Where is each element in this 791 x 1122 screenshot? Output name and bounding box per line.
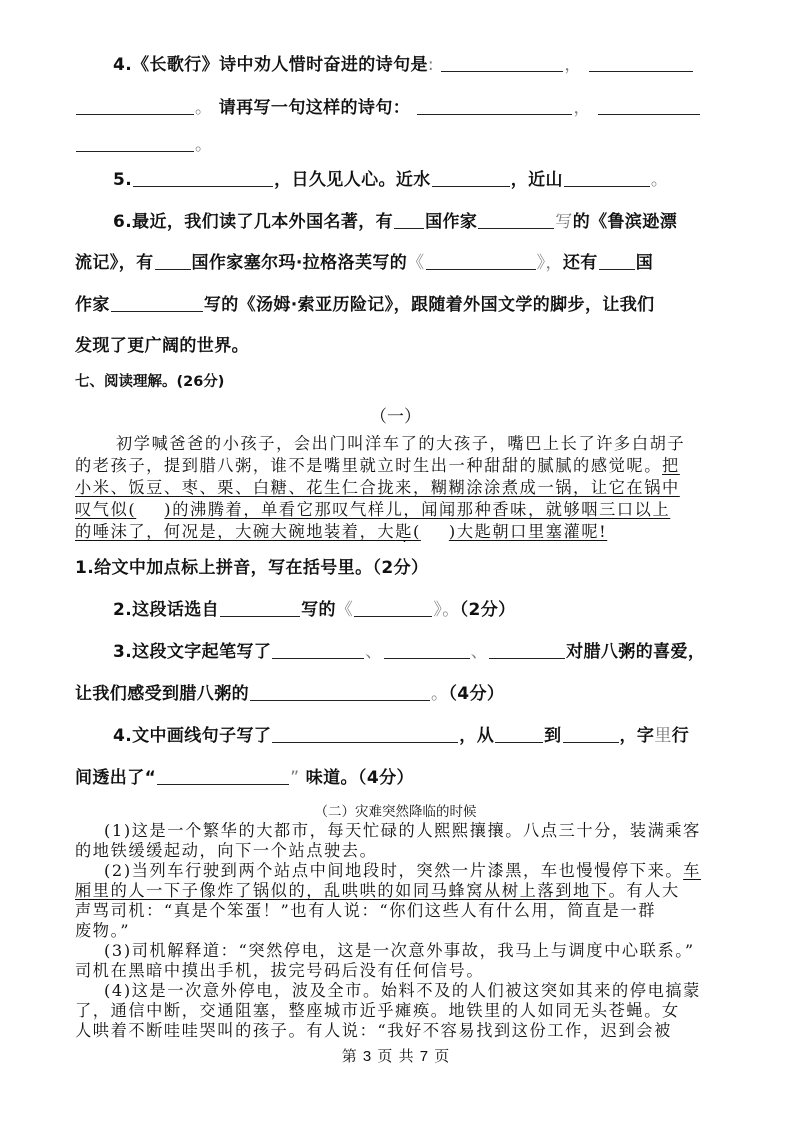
answer-blank[interactable] (495, 741, 543, 743)
question-5-text-2: ，近山 (510, 170, 563, 190)
question-text: 味道。（4分） (305, 768, 414, 788)
passage-text: ( (412, 522, 421, 541)
passage-text: 的唾沫了，何况是，大碗大碗地装着，大 (75, 522, 396, 541)
period: 。 (431, 684, 449, 704)
passage-line (75, 455, 680, 476)
answer-blank[interactable] (598, 113, 700, 115)
question-text: 让我们感受到腊八粥的 (75, 684, 249, 704)
pinyin-blank[interactable] (136, 499, 164, 520)
colon: : (427, 55, 435, 75)
passage-line: 初学喊爸爸的小孩子，会出门叫洋车了的大孩子，嘴巴上长了许多白胡子 (116, 434, 686, 453)
question-6-line1 (113, 207, 677, 232)
answer-blank[interactable] (76, 150, 194, 152)
underlined-text: 车 (683, 861, 701, 880)
answer-blank[interactable] (76, 113, 194, 115)
question-6-text: 流记》，有 (75, 253, 154, 273)
answer-blank[interactable] (155, 268, 191, 270)
answer-blank[interactable] (157, 783, 289, 785)
passage-line: 废物。” (75, 921, 131, 940)
passage-line: 司机在黑暗中摸出手机，拔完号码后没有任何信号。 (75, 961, 485, 980)
question-6-text: 国作家塞尔玛·拉格洛芙写的 (191, 253, 408, 273)
answer-blank[interactable] (478, 227, 554, 229)
passage-line: (3)司机解释道：“突然停电，这是一次意外事故，我马上与调度中心联系。” (104, 941, 695, 960)
answer-blank[interactable] (250, 699, 430, 701)
passage-line: 的地铁缓缓起动，向下一个站点驶去。 (75, 841, 378, 860)
comma: ， (573, 98, 591, 118)
question-6-text: 6.最近，我们读了几本外国名著，有 (113, 212, 394, 232)
question-text: ，从 (459, 726, 495, 746)
question-text: 4.文中画线句子写了 (113, 726, 272, 746)
score: （2分） (459, 600, 516, 620)
close-quote: ” (290, 768, 300, 788)
answer-blank[interactable] (426, 268, 536, 270)
answer-blank[interactable] (220, 615, 300, 617)
question-6-text: 还有 (562, 253, 598, 273)
period: 。 (650, 170, 669, 190)
underlined-line: 小米、饭豆、枣、栗、白糖、花生仁合拢来，糊糊涂涂煮成一锅，让它在锅中 (75, 478, 680, 497)
passage-text: )的沸腾着，单看它那叹气样儿，闻闻那种香味，就够咽三口以上 (164, 500, 671, 519)
score: （4分） (448, 684, 505, 704)
passage-line: 了，通信中断，交通阻塞，整座城市近乎瘫痪。地铁里的人如同无头苍蝇。女 (75, 1001, 680, 1020)
question-6-line3 (75, 290, 655, 315)
question-6-text: 发现了更广阔的世界。 (75, 336, 249, 356)
separator: 、 (470, 642, 489, 662)
question-4-line2 (75, 93, 701, 118)
answer-blank[interactable] (384, 657, 470, 659)
question-number: 5. (113, 170, 133, 190)
reading-question-4-line2 (75, 763, 414, 788)
passage-text: (2)当列车行驶到两个站点中间地段时，突然一片漆黑，车也慢慢停下来。 (104, 861, 684, 880)
question-5 (113, 165, 668, 190)
answer-blank[interactable] (272, 741, 458, 743)
question-6-text: 写的《汤姆·索亚历险记》，跟随着外国文学的脚步，让我们 (203, 295, 655, 315)
passage-text: 叹气似( (75, 500, 137, 519)
question-4-prompt-2: 请再写一句这样的诗句： (218, 98, 411, 118)
reading-question-1: 1.给文中加点标上拼音，写在括号里。（2分） (75, 558, 429, 578)
question-4-line1 (113, 50, 694, 75)
reading-question-4 (113, 721, 689, 746)
answer-blank[interactable] (394, 227, 424, 229)
question-text: 对腊八粥的喜爱， (566, 642, 706, 662)
passage-line: 声骂司机：“真是个笨蛋！”也有人说：“你们这些人有什么用，简直是一群 (75, 901, 657, 920)
passage-line: (4)这是一次意外停电，波及全市。始料不及的人们被这突如其来的停电搞蒙 (104, 981, 701, 1000)
answer-blank[interactable] (589, 70, 693, 72)
period: 。 (195, 98, 213, 118)
question-6-text: 国 (635, 253, 654, 273)
underlined-line (75, 521, 607, 542)
answer-blank[interactable] (563, 741, 619, 743)
question-5-text: ，日久见人心。近水 (274, 170, 431, 190)
reading-question-3 (113, 637, 705, 662)
question-6-text: 的《鲁滨逊漂 (572, 212, 678, 232)
question-6-text: 作家 (75, 295, 110, 315)
question-6-text: 国作家 (425, 212, 478, 232)
separator: 、 (365, 642, 383, 662)
book-title-close: 》， (536, 253, 563, 273)
question-text: 间透出了“ (75, 768, 157, 788)
answer-blank[interactable] (441, 70, 563, 72)
answer-blank[interactable] (354, 615, 432, 617)
question-text: 3.这段文字起笔写了 (113, 642, 272, 662)
answer-blank[interactable] (432, 185, 510, 187)
passage-text: )大匙朝口里塞灌呢! (448, 522, 608, 541)
question-4-line3 (75, 130, 212, 155)
underlined-line (75, 499, 670, 520)
question-text: 2.这段话选自 (113, 600, 220, 620)
answer-blank[interactable] (111, 310, 203, 312)
answer-blank[interactable] (564, 185, 650, 187)
passage-line (104, 860, 701, 881)
passage-line: (1)这是一个繁华的大都市，每天忙碌的人熙熙攘攘。八点三十分，装满乘客 (104, 821, 701, 840)
answer-blank[interactable] (272, 657, 364, 659)
period: 。 (195, 135, 213, 155)
underlined-text: 把 (662, 456, 680, 475)
reading-question-3-line2 (75, 679, 504, 704)
question-4-prompt: 4.《长歌行》诗中劝人惜时奋进的诗句是 (113, 55, 428, 75)
question-text: 里 (654, 726, 672, 746)
passage-text: 的老孩子，提到腊八粥，谁不是嘴里就立时生出一种甜甜的腻腻的感觉呢。 (75, 456, 662, 475)
reading-question-2 (113, 595, 516, 620)
answer-blank[interactable] (599, 268, 635, 270)
comma: ， (564, 55, 582, 75)
answer-blank[interactable] (133, 185, 273, 187)
question-6-text: 写 (555, 212, 573, 232)
question-text: ，字 (619, 726, 655, 746)
section-heading: 七、阅读理解。(26分) (75, 374, 225, 390)
underlined-text: 厢里的人一下子像炸了锅似的，乱哄哄的如同马蜂窝从树上落到地下 (75, 881, 609, 900)
question-text: 写的 (301, 600, 336, 620)
dotted-character: 匙 (395, 522, 413, 541)
part-2-title: （二）灾难突然降临的时候 (314, 804, 477, 820)
passage-text: 。有人大 (608, 881, 680, 900)
answer-blank[interactable] (489, 657, 565, 659)
part-1-title: （一） (370, 407, 421, 427)
book-title-close: 》。 (433, 600, 460, 620)
passage-line: 人哄着不断哇哇哭叫的孩子。有人说：“我好不容易找到这份工作，迟到会被 (75, 1021, 672, 1040)
pinyin-blank[interactable] (421, 521, 449, 542)
question-text: 行 (671, 726, 690, 746)
question-6-line2 (75, 248, 653, 273)
answer-blank[interactable] (417, 113, 572, 115)
book-title-open: 《 (407, 253, 425, 273)
passage-line (75, 880, 680, 901)
question-6-line4 (75, 331, 249, 356)
book-title-open: 《 (335, 600, 354, 620)
question-text: 到 (544, 726, 562, 746)
page-number: 第 3 页 共 7 页 (341, 1048, 450, 1065)
